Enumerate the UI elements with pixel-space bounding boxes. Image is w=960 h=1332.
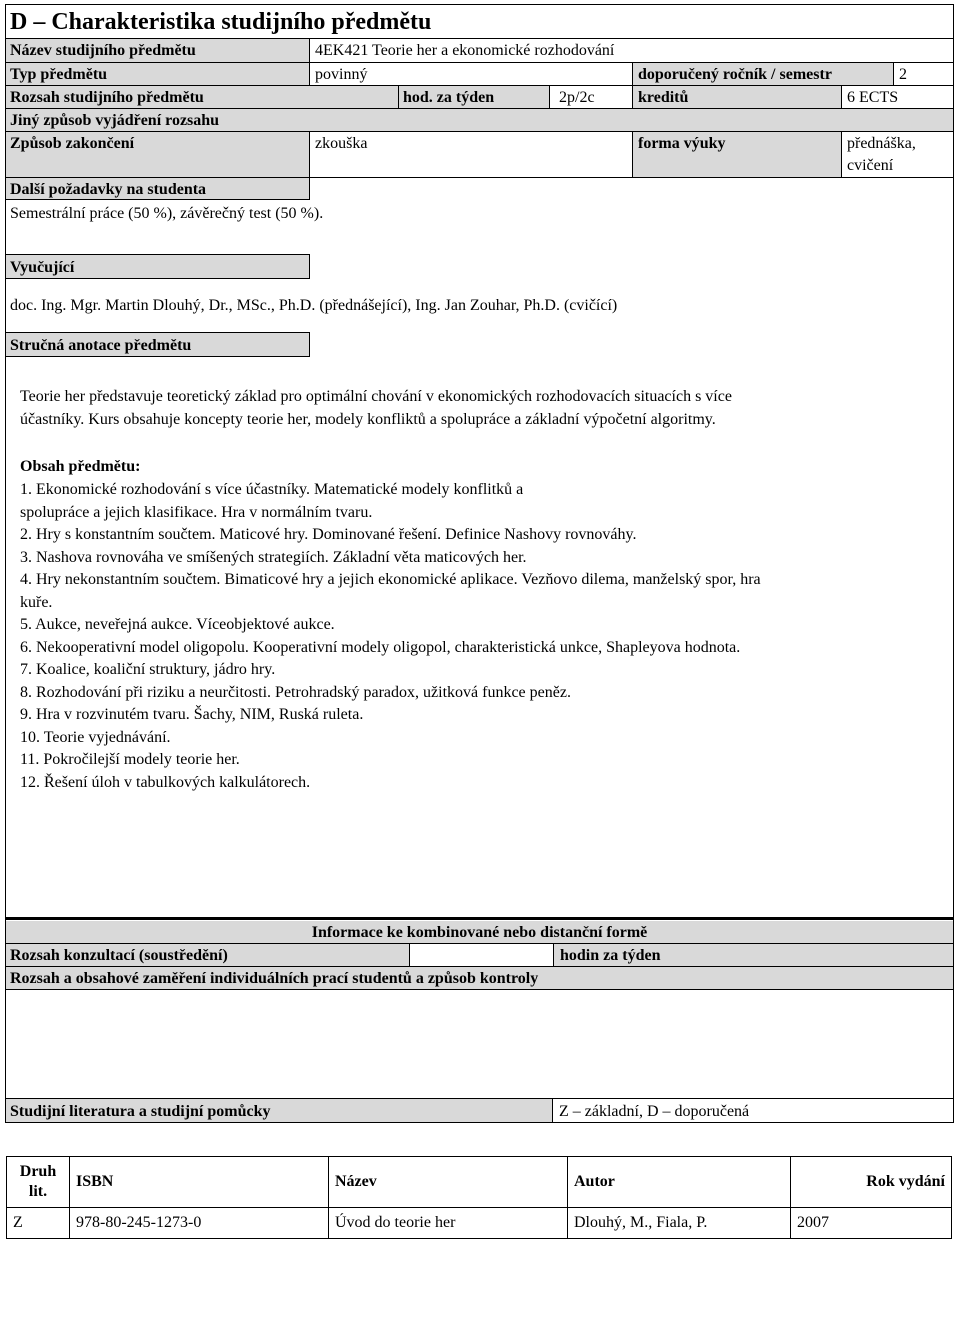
rok-header: Rok vydání (791, 1157, 952, 1208)
isbn-header: ISBN (70, 1157, 329, 1208)
forma-value-2: cvičení (847, 157, 894, 174)
nazev-label: Název studijního předmětu (10, 42, 196, 59)
obsah-line: 7. Koalice, koaliční struktury, jádro hry. (20, 661, 276, 678)
obsah-line: 2. Hry s konstantním součtem. Maticové hry. Dominované řešení. Definice Nashovy rovnováhy. (20, 526, 637, 543)
nazev-cell: Úvod do teorie her (329, 1208, 568, 1239)
rocnik-label: doporučený ročník / semestr (638, 66, 832, 83)
obsah-line: 6. Nekooperativní model oligopolu. Kooperativní modely oligopol, charakteristická unkce, Shapleyova hodnota. (20, 638, 741, 656)
table-header-row (7, 1157, 952, 1208)
kreditu-value: 6 ECTS (847, 89, 899, 106)
obsah-line: 8. Rozhodování při riziku a neurčitosti. Petrohradský paradox, užitková funkce peněz. (20, 683, 571, 701)
zakonceni-value: zkouška (315, 135, 368, 152)
hod-label: hod. za týden (403, 89, 495, 106)
rozsah-label: Rozsah studijního předmětu (10, 89, 204, 106)
literatura-legend: Z – základní, D – doporučená (559, 1103, 750, 1120)
obsah-list (20, 479, 940, 794)
vyucujici-value: doc. Ing. Mgr. Martin Dlouhý, Dr., MSc., Ph.D. (přednášející), Ing. Jan Zouhar, Ph.D. (cvičící) (10, 297, 618, 314)
autor-header: Autor (568, 1157, 791, 1208)
kreditu-label: kreditů (638, 89, 689, 106)
kombinovana-heading: Informace ke kombinované nebo distanční formě (311, 924, 648, 941)
nazev-header: Název (329, 1157, 568, 1208)
obsah-line: 11. Pokročilejší modely teorie her. (20, 751, 240, 768)
obsah-line: 10. Teorie vyjednávání. (20, 728, 171, 746)
autor-cell: Dlouhý, M., Fiala, P. (568, 1208, 791, 1239)
obsah-line: 3. Nashova rovnováha ve smíšených strategiích. Základní věta maticových her. (20, 548, 527, 566)
jiny-label: Jiný způsob vyjádření rozsahu (10, 112, 220, 129)
isbn-cell: 978-80-245-1273-0 (70, 1208, 329, 1239)
obsah-line: 9. Hra v rozvinutém tvaru. Šachy, NIM, Ruská ruleta. (20, 706, 364, 723)
page-title: D – Charakteristika studijního předmětu (10, 9, 432, 35)
prace-label: Rozsah a obsahové zaměření individuálních prací studentů a způsob kontroly (10, 970, 539, 987)
druh-cell: Z (7, 1208, 70, 1239)
typ-value: povinný (315, 66, 368, 83)
anotace-label: Stručná anotace předmětu (10, 337, 192, 354)
forma-value-1: přednáška, (847, 135, 916, 152)
anotace-line-1: Teorie her představuje teoretický základ pro optimální chování v ekonomických rozhodovacích situacích s více (20, 388, 732, 405)
typ-label: Typ předmětu (10, 66, 108, 83)
nazev-value: 4EK421 Teorie her a ekonomické rozhodování (315, 42, 615, 59)
rocnik-value: 2 (899, 66, 907, 83)
zakonceni-label: Způsob zakončení (10, 135, 135, 152)
obsah-line: 1. Ekonomické rozhodování s více účastníky. Matematické modely konflitků a (20, 481, 524, 498)
vyucujici-label: Vyučující (10, 259, 75, 276)
obsah-line: 4. Hry nekonstantním součtem. Bimaticové hry a jejich ekonomické aplikace. Vezňovo dilema, manželský spor, hra (20, 571, 761, 588)
forma-label: forma výuky (638, 135, 726, 152)
table-row (7, 1208, 952, 1239)
literatura-label: Studijní literatura a studijní pomůcky (10, 1103, 271, 1120)
hod-value: 2p/2c (559, 89, 595, 106)
anotace-line-2: účastníky. Kurs obsahuje koncepty teorie her, modely konfliktů a spolupráce a základní výpočetní algoritmy. (20, 411, 716, 428)
pozadavky-label: Další požadavky na studenta (10, 181, 207, 198)
druh-header-line-2: lit. (28, 1183, 48, 1200)
hodin-label: hodin za týden (560, 947, 661, 964)
obsah-heading: Obsah předmětu: (20, 458, 141, 475)
druh-header-line-1: Druh (19, 1163, 57, 1180)
obsah-line: spolupráce a jejich klasifikace. Hra v normálním tvaru. (20, 503, 373, 521)
obsah-line: 12. Řešení úloh v tabulkových kalkulátorech. (20, 773, 311, 791)
literatura-table (6, 1156, 952, 1239)
obsah-line: kuře. (20, 593, 53, 611)
obsah-line: 5. Aukce, neveřejná aukce. Víceobjektové aukce. (20, 616, 335, 633)
druh-header (7, 1157, 70, 1208)
konzultace-label: Rozsah konzultací (soustředění) (10, 947, 228, 964)
rok-cell: 2007 (791, 1208, 952, 1239)
pozadavky-value: Semestrální práce (50 %), závěrečný test (50 %). (10, 205, 324, 222)
